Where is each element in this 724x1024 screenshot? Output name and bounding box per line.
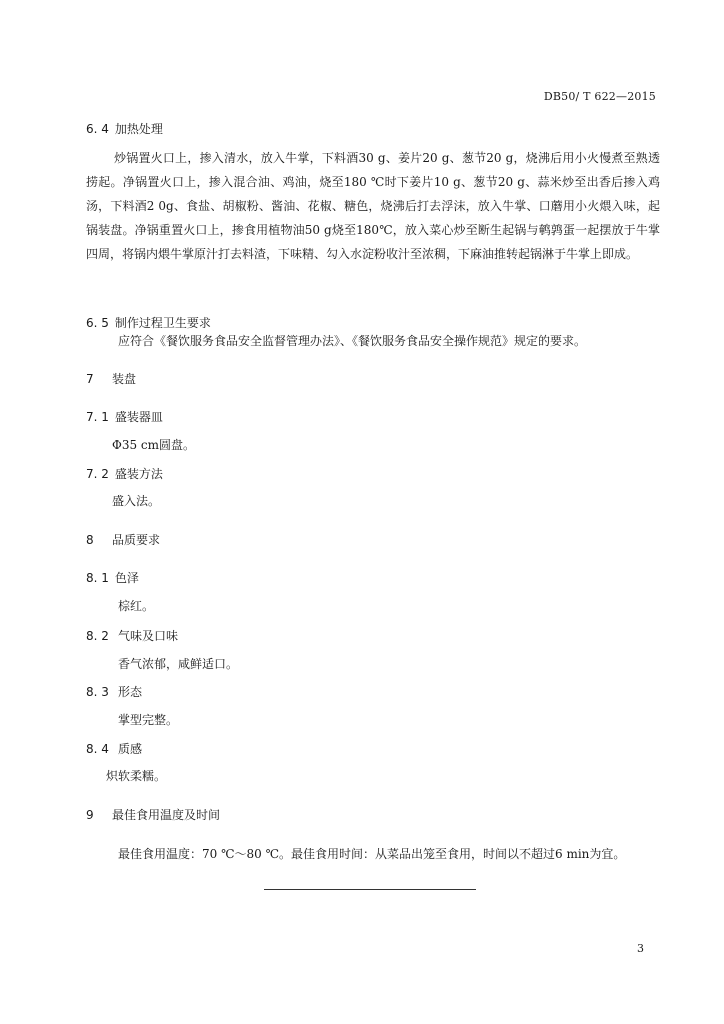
section-title: 气味及口味 [118,629,179,643]
section-9-heading [86,806,660,823]
section-title: 装盘 [112,372,137,386]
section-7-1-heading [86,408,660,425]
section-8-heading [86,531,660,548]
section-number: 8. 3 [86,685,109,699]
section-8-3-body: 掌型完整。 [118,713,179,727]
end-rule [264,889,476,890]
section-title: 最佳食用温度及时间 [112,808,221,822]
section-number: 7. 1 [86,410,109,424]
section-6-5-body: 应符合《餐饮服务食品安全监督管理办法》、《餐饮服务食品安全操作规范》规定的要求。 [118,334,587,348]
standard-code: DB50/ T 622—2015 [543,90,656,103]
section-8-1-heading [86,569,660,586]
section-number: 6. 5 [86,316,109,330]
section-number: 7 [86,372,94,386]
section-6-4-body: 炒锅置火口上，掺入清水，放入牛掌，下料酒30 g、姜片20 g、葱节20 g，烧沸后用小火慢煮至熟透捞起。净锅置火口上，掺入混合油、鸡油，烧至180 ℃时下姜片10 g、葱节20 g、蒜米炒至出香后掺入鸡汤，下料酒2 0g、食盐、胡椒粉、酱油、花椒、糖色，烧沸后打去浮沫，放入牛掌、口蘑用小火煨入味，起锅装盘。净锅重置火口上，掺食用植物油50 g烧至180℃，放入菜心炒至断生起锅与鹌鹑蛋一起摆放于牛掌四周，将锅内煨牛掌原汁打去料渣，下味精、勾入水淀粉收汁至浓稠，下麻油推转起锅淋于牛掌上即成。 [86,151,660,261]
section-title: 盛装方法 [114,467,163,481]
section-number: 8. 4 [86,742,109,756]
page-number: 3 [637,942,644,955]
section-number: 9 [86,808,94,822]
section-title: 品质要求 [112,533,161,547]
section-8-3-heading [86,683,660,700]
section-title: 盛装器皿 [114,410,163,424]
section-title: 制作过程卫生要求 [114,316,211,330]
section-6-5-heading [86,314,660,331]
section-8-4-body: 炽软柔糯。 [106,769,167,783]
section-title: 色泽 [114,571,139,585]
section-8-1-body: 棕红。 [118,599,155,613]
section-number: 8. 2 [86,629,109,643]
section-9-body: 最佳食用温度：70 ℃～80 ℃。最佳食用时间：从菜品出笼至食用，时间以不超过6 min为宜。 [118,847,626,861]
section-number: 8. 1 [86,571,109,585]
section-number: 8 [86,533,94,547]
section-7-1-body: Φ35 cm圆盘。 [112,438,196,452]
section-number: 7. 2 [86,467,109,481]
section-title: 加热处理 [114,122,163,136]
section-title: 质感 [118,742,143,756]
section-number: 6. 4 [86,122,109,136]
section-6-4-heading [86,120,660,137]
section-7-2-body: 盛入法。 [112,494,161,508]
section-8-4-heading [86,740,660,757]
section-8-2-heading [86,627,660,644]
section-7-heading [86,370,660,387]
section-7-2-heading [86,465,660,482]
section-title: 形态 [118,685,143,699]
section-8-2-body: 香气浓郁，咸鲜适口。 [118,657,239,671]
